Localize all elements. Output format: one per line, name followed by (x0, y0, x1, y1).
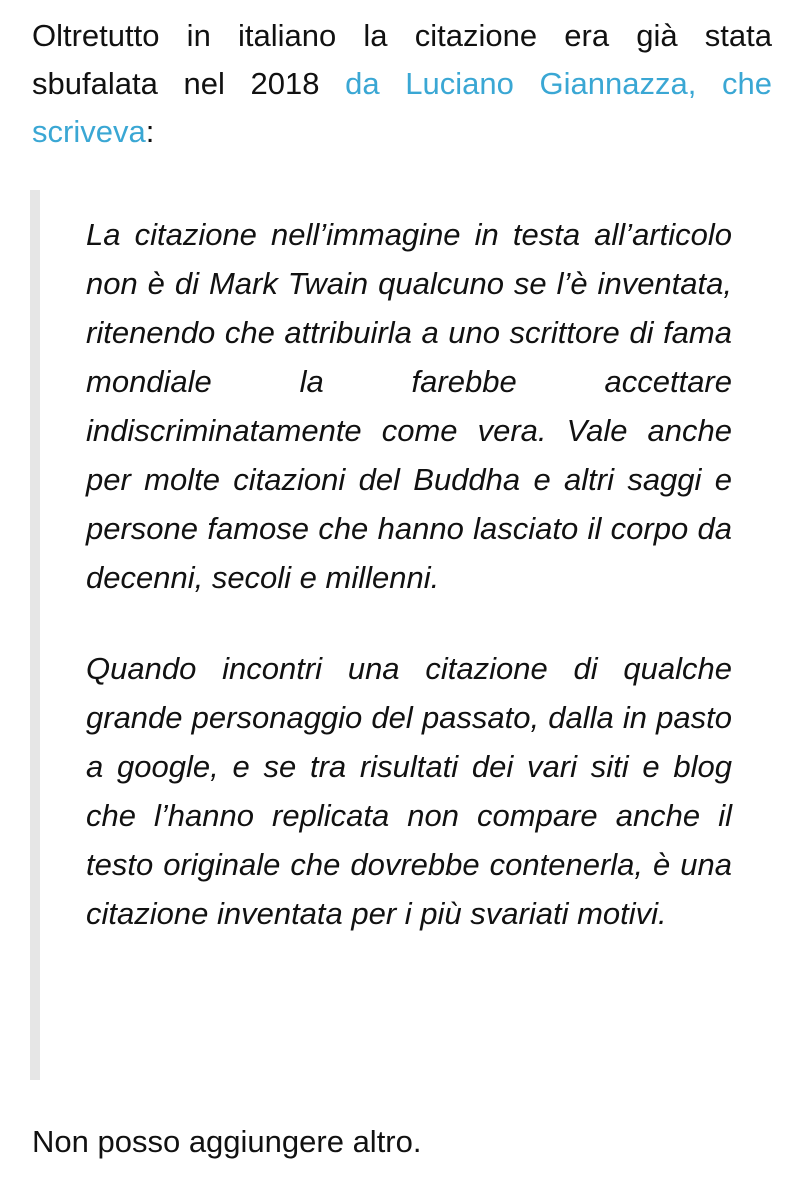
blockquote (30, 190, 770, 1080)
quote-paragraph-1: La citazione nell’immagine in testa all’articolo non è di Mark Twain qualcuno se l’è inventata, ritenendo che attribuirla a uno scrittore di fama mondiale la farebbe accettare indiscriminatamente come vera. Vale anche per molte citazioni del Buddha e altri saggi e persone famose che hanno lasciato il corpo da decenni, secoli e millenni. (86, 217, 732, 595)
source-link[interactable]: da Luciano Giannazza, che scriveva (32, 66, 772, 149)
intro-paragraph (32, 12, 772, 156)
intro-text: Oltretutto in italiano la citazione era già stata sbufalata nel 2018 (32, 18, 772, 101)
closing-paragraph: Non posso aggiungere altro. (32, 1124, 422, 1159)
quote-paragraph-2: Quando incontri una citazione di qualche grande personaggio del passato, dalla in pasto a google, e se tra risultati dei vari siti e blog che l’hanno replicata non compare anche il testo originale che dovrebbe contenerla, è una citazione inventata per i più svariati motivi. (86, 651, 732, 931)
intro-punctuation: : (145, 114, 155, 149)
